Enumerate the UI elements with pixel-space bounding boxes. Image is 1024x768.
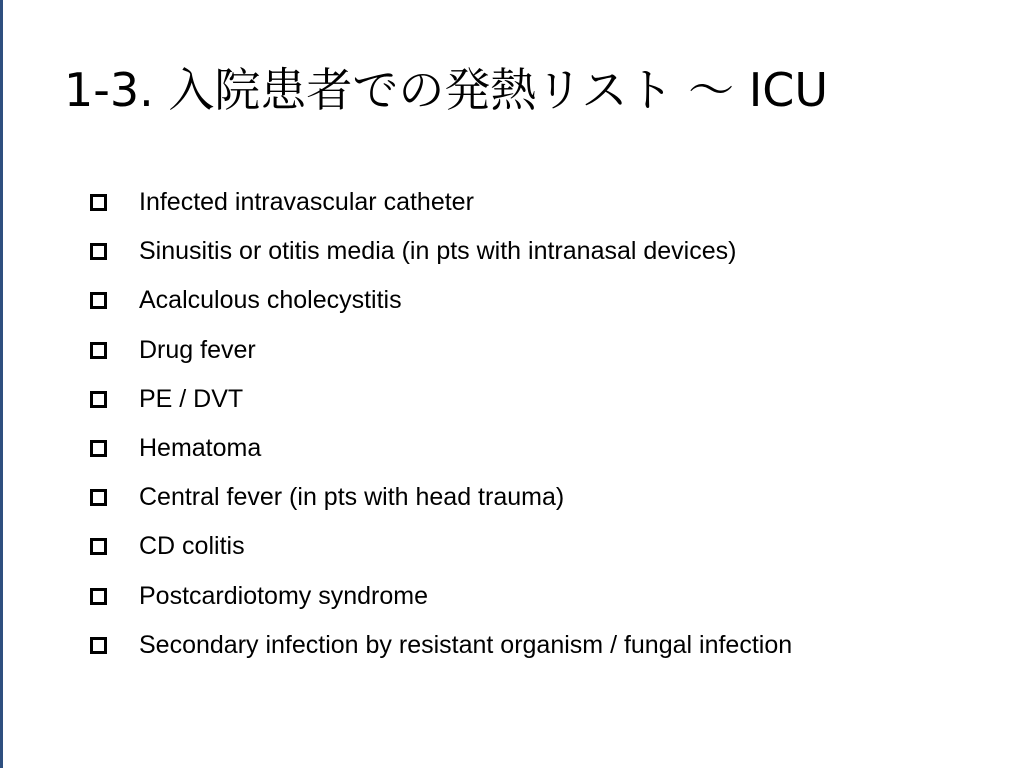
list-item <box>90 227 792 276</box>
list-item-text: Sinusitis or otitis media (in pts with intranasal devices) <box>139 237 737 266</box>
checkbox-square-icon <box>90 538 107 555</box>
checkbox-square-icon <box>90 588 107 605</box>
list-item-text: Central fever (in pts with head trauma) <box>139 483 565 512</box>
checkbox-square-icon <box>90 489 107 506</box>
list-item-text: Acalculous cholecystitis <box>139 286 402 315</box>
checkbox-square-icon <box>90 292 107 309</box>
list-item-text: PE / DVT <box>139 384 244 413</box>
list-item-text: Drug fever <box>139 335 256 364</box>
list-item <box>90 326 792 375</box>
list-item <box>90 276 792 325</box>
checkbox-square-icon <box>90 342 107 359</box>
list-item <box>90 178 792 227</box>
list-item <box>90 473 792 522</box>
list-item-text: Hematoma <box>139 434 262 463</box>
list-item <box>90 621 792 670</box>
list-item <box>90 572 792 621</box>
list-item <box>90 424 792 473</box>
checkbox-square-icon <box>90 194 107 211</box>
slide-title: 1-3. 入院患者での発熱リスト ～ ICU <box>64 63 829 117</box>
list-item <box>90 522 792 571</box>
checkbox-square-icon <box>90 243 107 260</box>
list-item-text: Postcardiotomy syndrome <box>139 581 429 610</box>
bullet-list <box>90 178 792 670</box>
list-item-text: Secondary infection by resistant organism / fungal infection <box>139 630 793 659</box>
list-item-text: CD colitis <box>139 532 245 561</box>
checkbox-square-icon <box>90 391 107 408</box>
list-item <box>90 375 792 424</box>
list-item-text: Infected intravascular catheter <box>139 188 474 217</box>
left-accent-rule <box>0 0 3 768</box>
checkbox-square-icon <box>90 440 107 457</box>
checkbox-square-icon <box>90 637 107 654</box>
